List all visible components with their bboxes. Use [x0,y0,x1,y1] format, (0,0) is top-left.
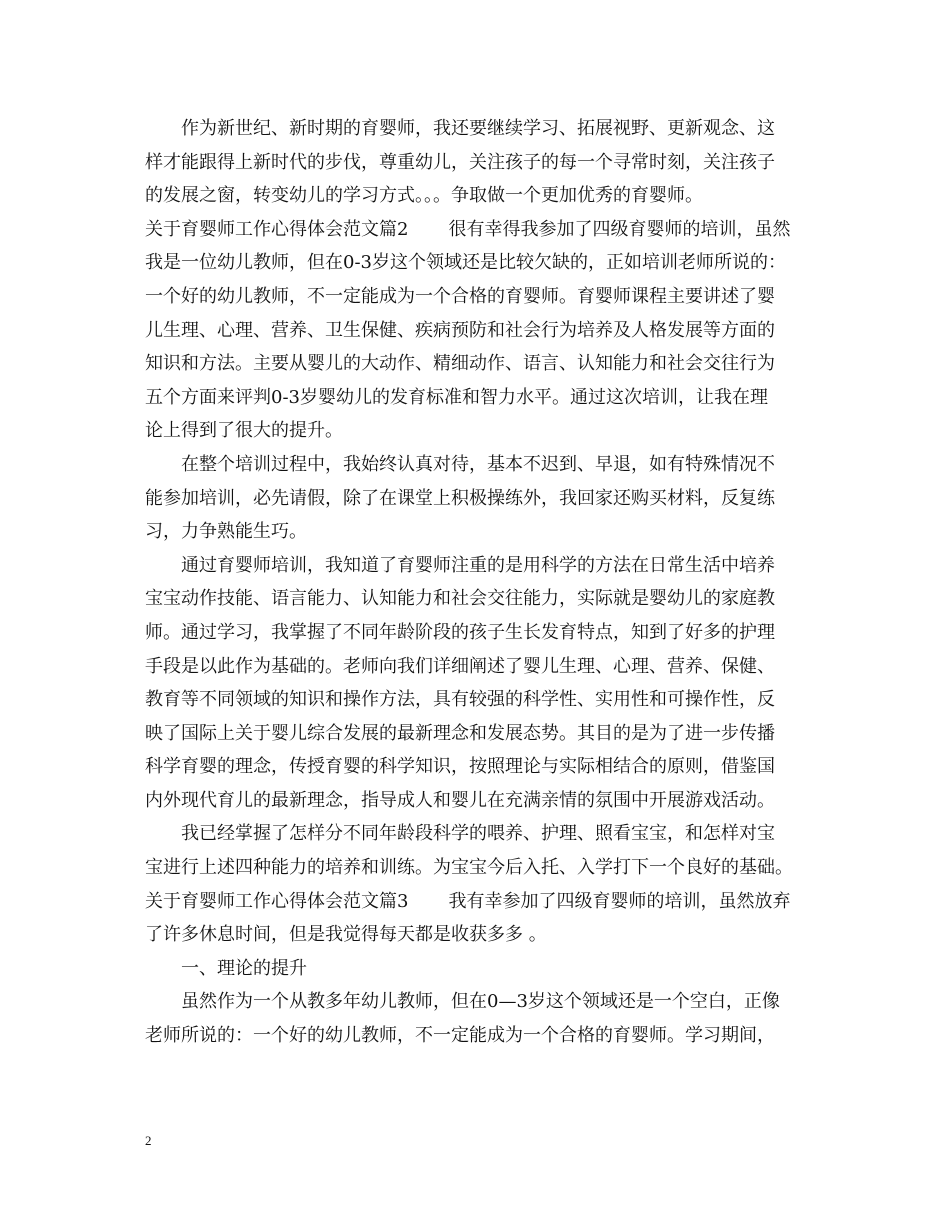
text-line: 在整个培训过程中，我始终认真对待，基本不迟到、早退，如有特殊情况不 [181,453,775,475]
document-page [145,112,809,1053]
text-line: 手段是以此作为基础的。老师向我们详细阐述了婴儿生理、心理、营养、保健、 [145,655,775,677]
section-heading: 关于育婴师工作心得体会范文篇2 [145,218,409,240]
subheading-line: 一、理论的提升 [181,957,307,979]
text-line: 宝宝动作技能、语言能力、认知能力和社会交往能力，实际就是婴幼儿的家庭教 [145,588,775,610]
text-line: 五个方面来评判0-3岁婴幼儿的发育标准和智力水平。通过这次培训，让我在理 [145,386,768,408]
text-line: 作为新世纪、新时期的育婴师，我还要继续学习、拓展视野、更新观念、这 [181,118,775,139]
text-line: 习，力争熟能生巧。 [145,521,307,543]
text-line: 宝进行上述四种能力的培养和训练。为宝宝今后入托、入学打下一个良好的基础。 [145,857,793,879]
text-line: 能参加培训，必先请假，除了在课堂上积极操练外，我回家还购买材料，反复练 [145,487,775,509]
text-line: 样才能跟得上新时代的步伐，尊重幼儿，关注孩子的每一个寻常时刻，关注孩子 [145,151,775,173]
text-line: 知识和方法。主要从婴儿的大动作、精细动作、语言、认知能力和社会交往行为 [145,353,775,375]
page-number: 2 [145,1133,152,1148]
text-fragment: 我有幸参加了四级育婴师的培训，虽然放弃 [448,890,791,912]
text-line: 我是一位幼儿教师，但在0-3岁这个领域还是比较欠缺的，正如培训老师所说的： [145,252,786,274]
text-line: 论上得到了很大的提升。 [145,420,343,442]
text-line: 老师所说的：一个好的幼儿教师，不一定能成为一个合格的育婴师。学习期间， [145,1025,775,1047]
section-heading: 关于育婴师工作心得体会范文篇3 [145,890,409,912]
text-line: 了许多休息时间，但是我觉得每天都是收获多多 。 [145,924,547,946]
text-line: 教育等不同领域的知识和操作方法，具有较强的科学性、实用性和可操作性，反 [145,689,775,711]
text-line: 科学育婴的理念，传授育婴的科学知识，按照理论与实际相结合的原则，借鉴国 [145,756,775,778]
text-fragment: 很有幸得我参加了四级育婴师的培训，虽然 [448,218,791,240]
text-line: 我已经掌握了怎样分不同年龄段科学的喂养、护理、照看宝宝，和怎样对宝 [181,823,775,845]
text-line: 虽然作为一个从教多年幼儿教师，但在0—3岁这个领域还是一个空白，正像 [181,991,780,1013]
text-line: 师。通过学习，我掌握了不同年龄阶段的孩子生长发育特点，知到了好多的护理 [145,621,775,643]
section-line [145,213,809,247]
text-line: 映了国际上关于婴儿综合发展的最新理念和发展态势。其目的是为了进一步传播 [145,722,775,744]
section-line [145,885,809,919]
text-line: 一个好的幼儿教师，不一定能成为一个合格的育婴师。育婴师课程主要讲述了婴 [145,285,775,307]
text-line: 儿生理、心理、营养、卫生保健、疾病预防和社会行为培养及人格发展等方面的 [145,319,775,341]
text-line: 的发展之窗，转变幼儿的学习方式。。。争取做一个更加优秀的育婴师。 [145,185,703,207]
text-line: 通过育婴师培训，我知道了育婴师注重的是用科学的方法在日常生活中培养 [181,554,775,576]
text-line: 内外现代育儿的最新理念，指导成人和婴儿在充满亲情的氛围中开展游戏活动。 [145,789,775,811]
